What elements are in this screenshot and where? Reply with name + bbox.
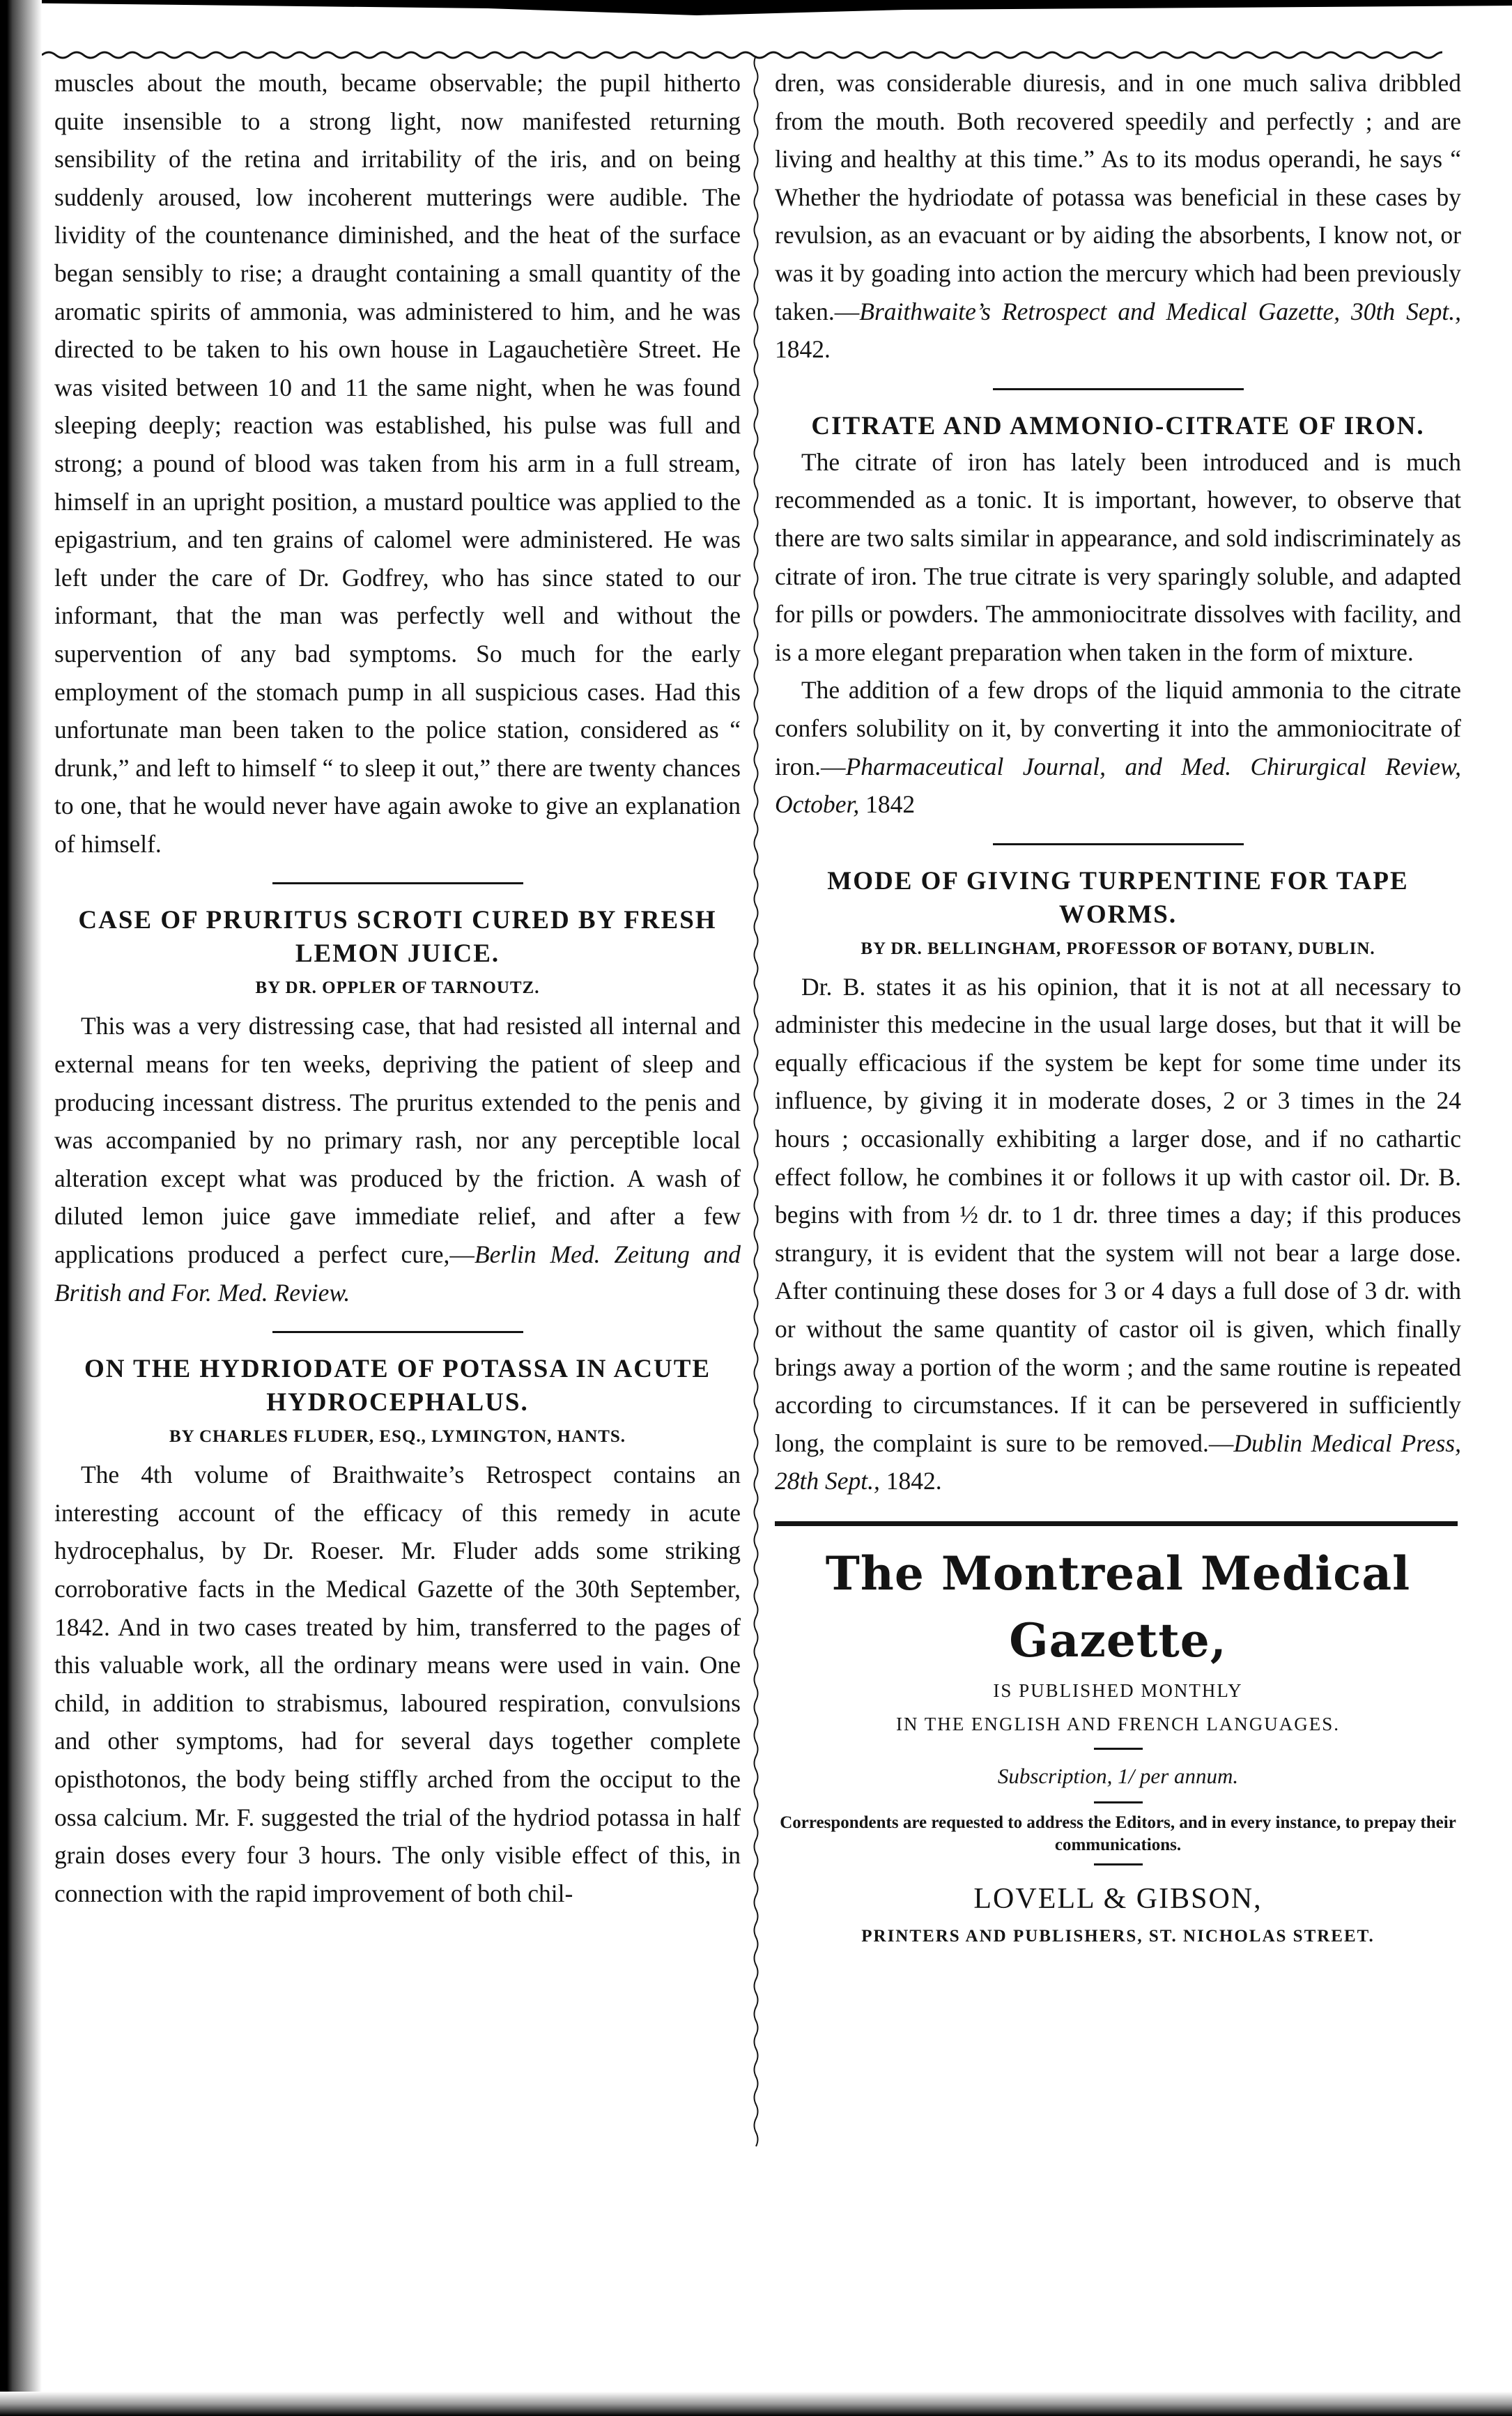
masthead-published: IS PUBLISHED MONTHLY xyxy=(993,1680,1243,1701)
article-turpentine-year: 1842. xyxy=(886,1467,942,1495)
printer-name: LOVELL & GIBSON, xyxy=(973,1883,1263,1915)
article-hydriodate-body: The 4th volume of Braithwaite’s Retrospect contains an interesting account of the efficacy of this remedy in acute hydrocephalus, by Dr. Roeser. Mr. Fluder adds some striking corroborative facts in the Medical Gazette of the 30th September, 1842. And in two cases treated by him, transferred to the pages of this valuable work, all the ordinary means were used in vain. One child, in addition to strabismus, laboured respiration, convulsions and other symptoms, had for several days together complete opisthotonos, the body being stiffly arched from the occiput to the ossa calcium. Mr. F. suggested the trial of the hydriod potassa in half grain doses every four 3 hours. The only visible effect of this, in connection with the rapid improvement of both chil- xyxy=(54,1461,741,1907)
article-turpentine-body xyxy=(775,968,1461,1500)
article-turpentine-byline: BY DR. BELLINGHAM, PROFESSOR OF BOTANY, DUBLIN. xyxy=(861,939,1375,958)
masthead-subscription: Subscription, 1/ per annum. xyxy=(997,1764,1239,1788)
article-pruritus-title: CASE OF PRURITUS SCROTI CURED BY FRESH LEMON JUICE. xyxy=(78,906,717,969)
printer-address: PRINTERS AND PUBLISHERS, ST. NICHOLAS STREET. xyxy=(861,1927,1375,1946)
continuation-text: dren, was considerable diuresis, and in one much saliva dribbled from the mouth. Both recovered speedily and perfectly ; and are living and healthy at this time.” As to its modus operandi, he says “ Whether the hydriodate of potassa was beneficial in these cases by revulsion, as an evacuant or by aiding the absorbents, I know not, or was it by goading into action the mercury which had been previously taken.— xyxy=(775,69,1461,325)
column-divider xyxy=(751,56,761,2369)
article-turpentine-text: Dr. B. states it as his opinion, that it is not at all necessary to administer this medecine in the usual large doses, but that it will be equally efficacious if the system be kept for some time under its influence, by giving it in moderate doses, 2 or 3 times in the 24 hours ; occasionally exhibiting a larger dose, and if no cathartic effect follow, he combines it or follows it up with castor oil. Dr. B. begins with from ½ dr. to 1 dr. three times a day; if this produces strangury, it is evident that the system will not bear a large dose. After continuing these doses for 3 or 4 days a full dose of 3 dr. with or without the same quantity of castor oil is given, which finally brings away a portion of the worm ; and the same routine is repeated according to circumstances. If it can be persevered in sufficiently long, the complaint is sure to be removed.— xyxy=(775,972,1461,1457)
masthead-short-rule xyxy=(1094,1748,1143,1750)
left-column xyxy=(54,64,741,1912)
continuation-year: 1842. xyxy=(775,335,831,364)
masthead-short-rule xyxy=(1094,1801,1143,1803)
article-citrate-title: CITRATE AND AMMONIO-CITRATE OF IRON. xyxy=(811,411,1425,440)
article-pruritus-text: This was a very distressing case, that had resisted all internal and external means for ten weeks, depriving the patient of sleep and producing incessant distress. The pruritus extended to the penis and was accompanied by no primary rash, nor any perceptible local alteration except what was produced by the friction. A wash of diluted lemon juice gave immediate relief, and after a few applications produced a perfect cure,— xyxy=(54,1012,741,1269)
masthead-short-rule xyxy=(1094,1863,1143,1865)
header-wavy-rule xyxy=(42,47,1442,63)
continuation-citation: Braithwaite’s Retrospect and Medical Gazette, 30th Sept., xyxy=(859,297,1461,325)
section-rule xyxy=(272,1331,523,1333)
intro-paragraph: muscles about the mouth, became observable; the pupil hitherto quite insensible to a strong light, now manifested returning sensibility of the retina and irritability of the iris, and on being suddenly aroused, low incoherent mutterings were audible. The lividity of the countenance diminished, and the heat of the surface began sensibly to rise; a draught containing a small quantity of the aromatic spirits of ammonia, was administered to him, and he was directed to be taken to his own house in Lagauchetière Street. He was visited between 10 and 11 the same night, when he was found sleeping deeply; reaction was established, his pulse was full and strong; a pound of blood was taken from his arm in a full stream, himself in an upright position, a mustard poultice was applied to the epigastrium, and ten grains of calomel were administered. He was left under the care of Dr. Godfrey, who has since stated to our informant, that the man was perfectly well and without the supervention of any bad symptoms. So much for the early employment of the stomach pump in all suspicious cases. Had this unfortunate man been taken to the police station, considered as “ drunk,” and left to himself “ to sleep it out,” there are twenty chances to one, that he would never have again awoke to give an explanation of himself. xyxy=(54,69,741,858)
section-rule xyxy=(993,843,1244,845)
masthead-rule xyxy=(775,1521,1458,1526)
continuation-paragraph xyxy=(775,64,1461,369)
article-citrate-citation: Pharmaceutical Journal, and Med. Chirurgical Review, October, xyxy=(775,752,1461,819)
masthead-notice: Correspondents are requested to address the Editors, and in every instance, to prepay their communications. xyxy=(780,1813,1456,1854)
right-column xyxy=(775,64,1461,1951)
article-turpentine-citation: Dublin Medical Press, 28th Sept., xyxy=(775,1429,1461,1495)
article-turpentine-title: MODE OF GIVING TURPENTINE FOR TAPE WORMS. xyxy=(827,866,1409,929)
article-hydriodate-byline: BY CHARLES FLUDER, ESQ., LYMINGTON, HANTS. xyxy=(169,1427,626,1447)
article-citrate-para2 xyxy=(775,671,1461,823)
article-citrate-para1: The citrate of iron has lately been introduced and is much recommended as a tonic. It is important, however, to observe that there are two salts similar in appearance, and sold indiscriminately as citrate of iron. The true citrate is very sparingly soluble, and adapted for pills or powders. The ammoniocitrate dissolves with facility, and is a more elegant preparation when taken in the form of mixture. xyxy=(775,447,1461,666)
article-pruritus-byline: BY DR. OPPLER OF TARNOUTZ. xyxy=(255,978,540,998)
article-hydriodate-title: ON THE HYDRIODATE OF POTASSA IN ACUTE HYDROCEPHALUS. xyxy=(84,1355,711,1417)
section-rule xyxy=(272,882,523,884)
page-bottom-edge xyxy=(0,2392,1512,2416)
article-citrate-year: 1842 xyxy=(865,790,916,819)
masthead-title: The Montreal Medical Gazette, xyxy=(825,1546,1411,1668)
section-rule xyxy=(993,388,1244,390)
article-citrate-para2-text: The addition of a few drops of the liquid ammonia to the citrate confers solubility on it, by converting it into the ammoniocitrate of iron.— xyxy=(775,676,1461,780)
article-pruritus-citation: Berlin Med. Zeitung and British and For. Med. Review. xyxy=(54,1240,741,1307)
masthead-languages: IN THE ENGLISH AND FRENCH LANGUAGES. xyxy=(896,1714,1340,1734)
page-left-edge xyxy=(0,0,42,2416)
article-pruritus-body xyxy=(54,1007,741,1311)
page-top-edge xyxy=(0,0,1512,18)
